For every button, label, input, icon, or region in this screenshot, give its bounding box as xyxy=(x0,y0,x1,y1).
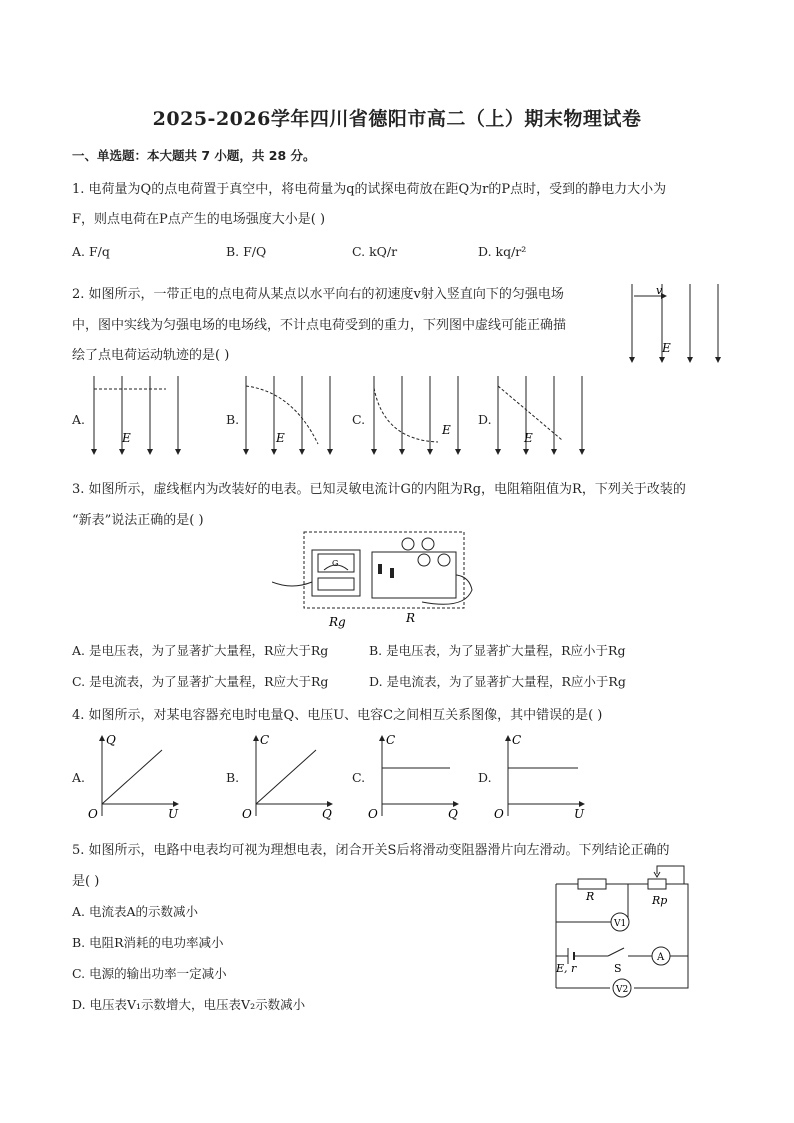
q4-option-c: C. xyxy=(352,770,366,785)
q3-option-a: A. 是电压表，为了显著扩大量程，R应大于Rg xyxy=(72,643,329,658)
q2-line2: 中，图中实线为匀强电场的电场线，不计点电荷受到的重力，下列图中虚线可能正确描 xyxy=(72,318,567,333)
q2-option-b: B. xyxy=(226,412,240,427)
q1-option-b: B. F/Q xyxy=(226,244,267,259)
q4-c-x-label: Q xyxy=(448,807,458,821)
q1-line2: F，则点电荷在P点产生的电场强度大小是( ) xyxy=(72,212,326,227)
q3-option-d: D. 是电流表，为了显著扩大量程，R应小于Rg xyxy=(369,674,626,689)
q5-circuit-figure xyxy=(548,862,698,1002)
q5-line2: 是( ) xyxy=(72,874,100,889)
q5-option-b: B. 电阻R消耗的电功率减小 xyxy=(72,935,224,950)
q4-a-origin: O xyxy=(88,807,98,821)
q4-line1: 4. 如图所示，对某电容器充电时电量Q、电压U、电容C之间相互关系图像，其中错误的是( ) xyxy=(72,708,603,723)
q4-a-x-label: U xyxy=(168,807,179,821)
q4-d-y-label: C xyxy=(512,733,522,747)
q3-galvanometer-label: G xyxy=(332,559,339,568)
q2-b-field-label: E xyxy=(276,431,285,445)
q1-line1: 1. 电荷量为Q的点电荷置于真空中，将电荷量为q的试探电荷放在距Q为r的P点时，受到的静电力大小为 xyxy=(72,182,667,197)
q5-v1-label: V1 xyxy=(614,919,627,929)
q2-figure-c xyxy=(366,372,466,462)
q5-r-label: R xyxy=(586,890,595,903)
q5-line1: 5. 如图所示，电路中电表均可视为理想电表，闭合开关S后将滑动变阻器滑片向左滑动。下列结论正确的 xyxy=(72,843,670,858)
q2-figure-b xyxy=(238,372,338,462)
q3-rg-label: Rg xyxy=(329,615,346,629)
q4-b-x-label: Q xyxy=(322,807,332,821)
section-heading: 一、单选题：本大题共 7 小题，共 28 分。 xyxy=(72,148,316,163)
q2-a-field-label: E xyxy=(122,431,131,445)
q3-line2: “新表”说法正确的是( ) xyxy=(72,513,204,528)
q3-option-b: B. 是电压表，为了显著扩大量程，R应小于Rg xyxy=(369,643,626,658)
q5-option-d: D. 电压表V₁示数增大，电压表V₂示数减小 xyxy=(72,997,306,1012)
q2-figure-a xyxy=(86,372,186,462)
q4-d-origin: O xyxy=(494,807,504,821)
q4-graph-d xyxy=(492,730,592,822)
q4-graph-c xyxy=(366,730,466,822)
q4-graph-a xyxy=(86,730,186,822)
q5-switch-label: S xyxy=(614,962,622,975)
q2-option-d: D. xyxy=(478,412,492,427)
q5-source-label: E, r xyxy=(556,962,577,975)
q1-option-d: D. kq/r² xyxy=(478,244,527,259)
q3-line1: 3. 如图所示，虚线框内为改装好的电表。已知灵敏电流计G的内阻为Rg，电阻箱阻值为R，下列关于改装的 xyxy=(72,482,686,497)
q3-meter-figure xyxy=(272,530,478,630)
q3-r-label: R xyxy=(406,611,416,625)
q4-a-y-label: Q xyxy=(106,733,116,747)
q2-d-field-label: E xyxy=(524,431,533,445)
q4-option-a: A. xyxy=(72,770,86,785)
q3-option-c: C. 是电流表，为了显著扩大量程，R应大于Rg xyxy=(72,674,329,689)
q2-line1: 2. 如图所示，一带正电的点电荷从某点以水平向右的初速度v射入竖直向下的匀强电场 xyxy=(72,287,564,302)
q2-c-field-label: E xyxy=(442,423,451,437)
q2-field-figure xyxy=(620,280,730,370)
q2-field-label: E xyxy=(662,341,671,355)
q4-c-origin: O xyxy=(368,807,378,821)
q5-option-a: A. 电流表A的示数减小 xyxy=(72,904,199,919)
q4-d-x-label: U xyxy=(574,807,585,821)
q4-b-origin: O xyxy=(242,807,252,821)
q2-velocity-label: v xyxy=(656,284,663,297)
q4-option-b: B. xyxy=(226,770,240,785)
q4-c-y-label: C xyxy=(386,733,396,747)
q2-figure-d xyxy=(490,372,590,462)
q4-option-d: D. xyxy=(478,770,492,785)
q1-option-a: A. F/q xyxy=(72,244,110,259)
q5-ammeter-label: A xyxy=(657,952,665,963)
q4-b-y-label: C xyxy=(260,733,270,747)
q5-v2-label: V2 xyxy=(616,985,629,995)
page-title: 2025-2026学年四川省德阳市高二（上）期末物理试卷 xyxy=(152,108,642,130)
q2-line3: 绘了点电荷运动轨迹的是( ) xyxy=(72,348,230,363)
q4-graph-b xyxy=(240,730,340,822)
q2-option-a: A. xyxy=(72,412,86,427)
q5-option-c: C. 电源的输出功率一定减小 xyxy=(72,966,227,981)
q5-rp-label: Rp xyxy=(652,894,668,907)
q1-option-c: C. kQ/r xyxy=(352,244,398,259)
q2-option-c: C. xyxy=(352,412,366,427)
